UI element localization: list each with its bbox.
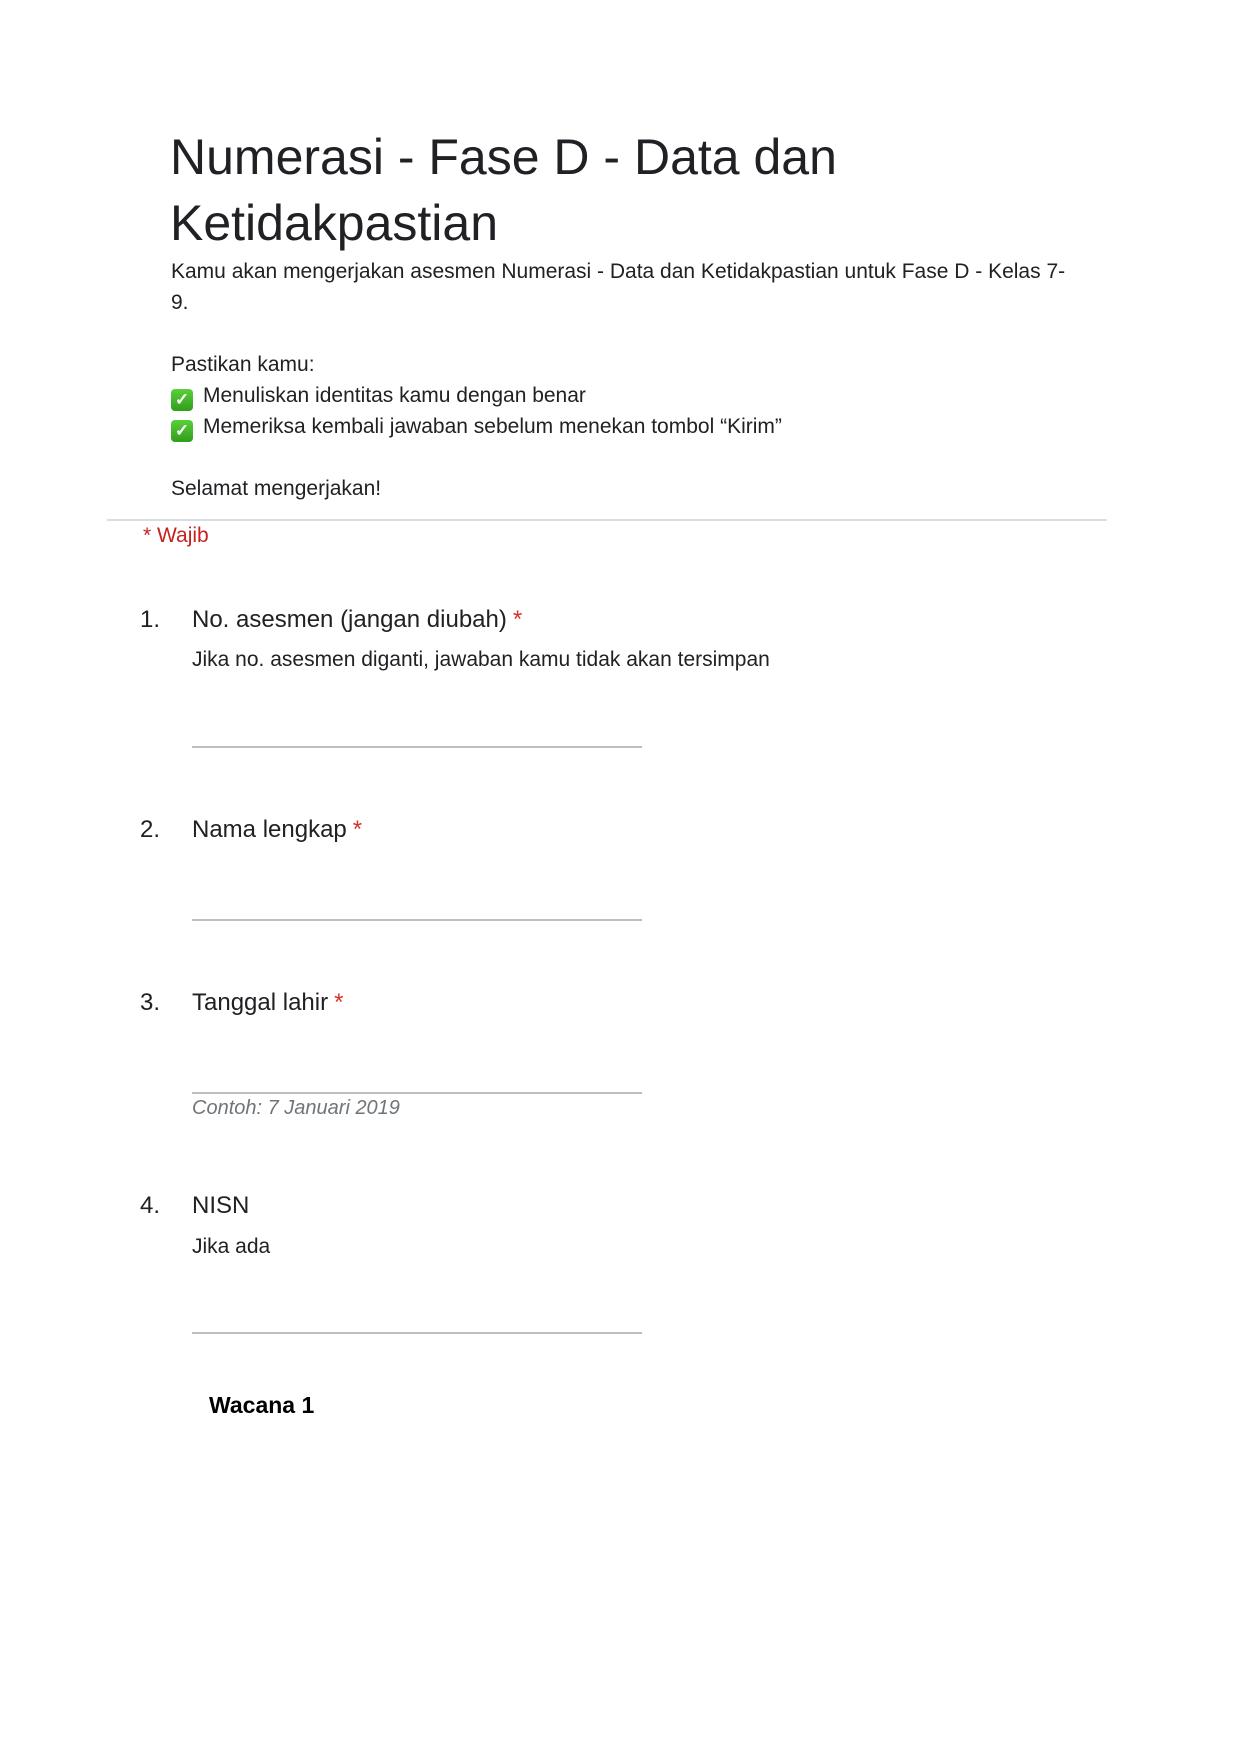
question-title: NISN: [192, 1192, 250, 1219]
question-title: [192, 816, 362, 844]
question-title: [192, 989, 343, 1017]
answer-input-no-asesmen[interactable]: [192, 746, 642, 748]
checklist-item: [171, 411, 1071, 442]
required-asterisk: *: [334, 989, 344, 1016]
description-closing: Selamat mengerjakan!: [171, 477, 382, 500]
form-title: Numerasi - Fase D - Data dan Ketidakpastian: [170, 129, 837, 251]
section-title: Wacana 1: [209, 1392, 315, 1418]
answer-input-nama-lengkap[interactable]: [192, 919, 642, 921]
question-number: 3.: [140, 989, 161, 1016]
question-title-text: Nama lengkap: [192, 816, 347, 843]
description-intro: Kamu akan mengerjakan asesmen Numerasi - Data dan Ketidakpastian untuk Fase D - Kelas 7-9.: [171, 260, 1066, 314]
required-note: * Wajib: [143, 524, 209, 547]
check-mark-button-icon: ✓: [171, 389, 193, 411]
question-number: 1.: [140, 606, 161, 633]
required-asterisk: *: [512, 606, 523, 633]
question-help: Jika no. asesmen diganti, jawaban kamu tidak akan tersimpan: [192, 648, 770, 671]
question-help: Jika ada: [192, 1235, 271, 1258]
question-number: 2.: [140, 816, 161, 843]
checklist-heading: Pastikan kamu:: [171, 353, 315, 376]
question-number: 4.: [140, 1192, 161, 1219]
answer-hint: Contoh: 7 Januari 2019: [192, 1097, 400, 1119]
checklist-item-text: Memeriksa kembali jawaban sebelum menekan tombol “Kirim”: [203, 415, 782, 438]
header-divider: [107, 519, 1107, 521]
question-title-text: Tanggal lahir: [192, 989, 329, 1016]
answer-input-tanggal-lahir[interactable]: [192, 1092, 642, 1094]
checklist-item-text: Menuliskan identitas kamu dengan benar: [203, 384, 586, 407]
required-asterisk: *: [352, 816, 363, 843]
form-description: [171, 256, 1071, 504]
question-title: [192, 606, 522, 634]
question-title-text: No. asesmen (jangan diubah): [192, 606, 507, 633]
answer-input-nisn[interactable]: [192, 1332, 642, 1334]
check-mark-button-icon: ✓: [171, 420, 193, 442]
checklist-item: [171, 380, 1071, 411]
